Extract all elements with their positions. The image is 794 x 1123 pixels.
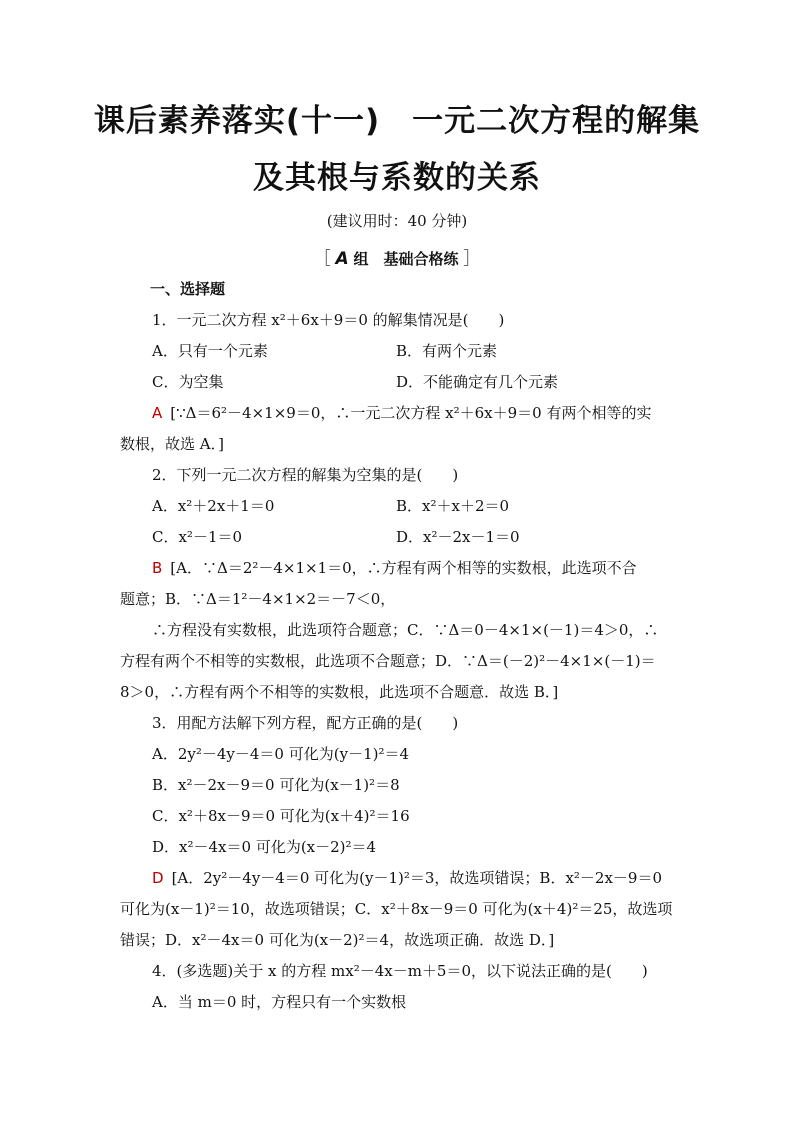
q2-answer-letter: B — [152, 559, 163, 577]
q3-solution-line-3: 错误；D．x²－4x＝0 可化为(x－2)²＝4，故选项正确．故选 D．] — [120, 931, 555, 949]
page-title-line-2: 及其根与系数的关系 — [253, 160, 541, 196]
section-heading: 一、选择题 — [150, 280, 226, 298]
q2-option-b: B．x²＋x＋2＝0 — [396, 497, 510, 515]
group-label: 组 基础合格练 — [353, 250, 459, 268]
q4-stem: 4．(多选题)关于 x 的方程 mx²－4x－m＋5＝0，以下说法正确的是( ) — [152, 962, 648, 980]
q3-stem: 3．用配方法解下列方程，配方正确的是( ) — [152, 714, 459, 732]
q1-stem: 1．一元二次方程 x²＋6x＋9＝0 的解集情况是( ) — [152, 311, 505, 329]
q2-solution-line-2: 题意；B．∵Δ＝1²－4×1×2＝－7＜0， — [120, 590, 396, 608]
q3-option-d: D．x²－4x＝0 可化为(x－2)²＝4 — [152, 838, 377, 856]
page-title-line-1: 课后素养落实(十一) 一元二次方程的解集 — [93, 103, 701, 139]
q1-option-b: B．有两个元素 — [396, 342, 498, 360]
q2-solution-line-1 — [152, 558, 637, 578]
q3-solution-line-2: 可化为(x－1)²＝10，故选项错误；C．x²＋8x－9＝0 可化为(x＋4)²＝25，故选项 — [120, 900, 673, 918]
q2-solution-text: [A．∵Δ＝2²－4×1×1＝0，∴方程有两个相等的实数根，此选项不合 — [170, 559, 637, 577]
group-letter-mark: A — [335, 249, 349, 269]
suggested-time: (建议用时：40 分钟) — [326, 212, 468, 230]
q2-option-d: D．x²－2x－1＝0 — [396, 528, 520, 546]
q3-option-c: C．x²＋8x－9＝0 可化为(x＋4)²＝16 — [152, 807, 410, 825]
group-close-bracket: ］ — [463, 249, 481, 269]
q1-option-a: A．只有一个元素 — [152, 342, 268, 360]
q3-answer-letter: D — [152, 869, 164, 887]
q1-answer-letter: A — [152, 404, 163, 422]
q1-solution-line-1 — [152, 403, 651, 423]
q2-solution-line-4: 方程有两个不相等的实数根，此选项不合题意；D．∵Δ＝(－2)²－4×1×(－1)＝ — [120, 652, 656, 670]
q3-option-b: B．x²－2x－9＝0 可化为(x－1)²＝8 — [152, 776, 400, 794]
q3-solution-line-1 — [152, 868, 662, 888]
q3-option-a: A．2y²－4y－4＝0 可化为(y－1)²＝4 — [152, 745, 410, 763]
q3-solution-text: [A．2y²－4y－4＝0 可化为(y－1)²＝3，故选项错误；B．x²－2x－9＝0 — [171, 869, 663, 887]
group-heading — [0, 244, 794, 269]
q2-option-c: C．x²－1＝0 — [152, 528, 243, 546]
q1-option-c: C．为空集 — [152, 373, 224, 391]
q2-solution-line-3: ∴方程没有实数根，此选项符合题意；C．∵Δ＝0－4×1×(－1)＝4＞0，∴ — [152, 621, 659, 639]
group-open-bracket: ［ — [313, 249, 331, 269]
q2-solution-line-5: 8＞0，∴方程有两个不相等的实数根，此选项不合题意．故选 B．] — [120, 683, 559, 701]
q4-option-a: A．当 m＝0 时，方程只有一个实数根 — [152, 993, 407, 1011]
q1-option-d: D．不能确定有几个元素 — [396, 373, 559, 391]
q2-stem: 2．下列一元二次方程的解集为空集的是( ) — [152, 466, 459, 484]
q1-solution-text: [∵Δ＝6²－4×1×9＝0，∴一元二次方程 x²＋6x＋9＝0 有两个相等的实 — [170, 404, 652, 422]
q1-solution-line-2: 数根，故选 A．] — [120, 435, 224, 453]
q2-option-a: A．x²＋2x＋1＝0 — [152, 497, 275, 515]
